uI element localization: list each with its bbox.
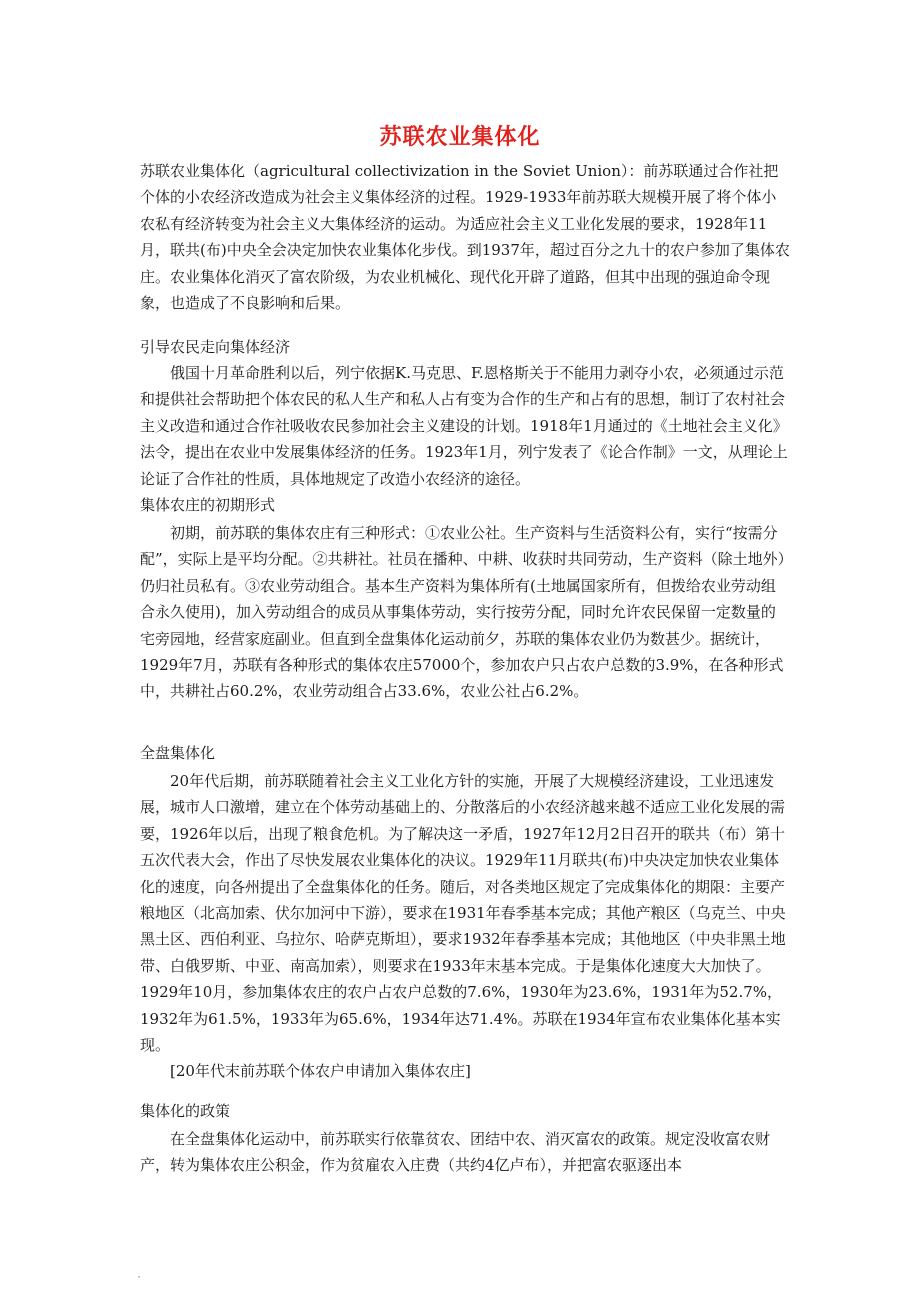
section-heading-full-collectivization: 全盘集体化 [140,744,216,762]
section-text: 20年代后期，前苏联随着社会主义工业化方针的实施，开展了大规模经济建设，工业迅速发展，城市人口激增，建立在个体劳动基础上的、分散落后的小农经济越来越不适应工业化发展的需要，1926年以后，出现了粮食危机。为了解决这一矛盾，1927年12月2日召开的联共（布）第十五次代表大会，作出了尽快发展农业集体化的决议。1929年11月联共(布)中央决定加快农业集体化的速度，向各州提出了全盘集体化的任务。随后，对各类地区规定了完成集体化的期限：主要产粮地区（北高加索、伏尔加河中下游），要求在1931年春季基本完成；其他产粮区（乌克兰、中央黑土区、西伯利亚、乌拉尔、哈萨克斯坦），要求1932年春季基本完成；其他地区（中央非黑土地带、白俄罗斯、中亚、南高加索），则要求在1933年末基本完成。于是集体化速度大大加快了。1929年10月，参加集体农庄的农户占农户总数的7.6%，1930年为23.6%，1931年为52.7%，1932年为61.5%，1933年为65.6%，1934年达71.4%。苏联在1934年宣布农业集体化基本实现。 [140,772,786,1055]
image-caption: [20年代末前苏联个体农户申请加入集体农庄] [170,1062,471,1081]
intro-paragraph [140,158,790,316]
page-corner-mark [138,1276,140,1278]
section-text: 在全盘集体化运动中，前苏联实行依靠贫农、团结中农、消灭富农的政策。规定没收富农财产，转为集体农庄公积金，作为贫雇农入庄费（共约4亿卢布），并把富农驱逐出本 [140,1130,771,1175]
section-early-forms [140,520,790,705]
section-full-collectivization [140,768,790,1085]
section-policy [140,1126,790,1179]
intro-text: 苏联农业集体化（agricultural collectivization in the Soviet Union）：前苏联通过合作社把个体的小农经济改造成为社会主义集体经济的过程。1929-1933年前苏联大规模开展了将个体小农私有经济转变为社会主义大集体经济的运动。为适应社会主义工业化发展的要求，1928年11月，联共(布)中央全会决定加快农业集体化步伐。到1937年，超过百分之九十的农户参加了集体农庄。农业集体化消灭了富农阶级，为农业机械化、现代化开辟了道路，但其中出现的强迫命令现象，也造成了不良影响和后果。 [140,162,790,313]
section-guide-peasants [140,360,790,492]
section-text: 初期，前苏联的集体农庄有三种形式：①农业公社。生产资料与生活资料公有，实行“按需分配”，实际上是平均分配。②共耕社。社员在播种、中耕、收获时共同劳动，生产资料（除土地外）仍归社员私有。③农业劳动组合。基本生产资料为集体所有(土地属国家所有，但拨给农业劳动组合永久使用)，加入劳动组合的成员从事集体劳动，实行按劳分配，同时允许农民保留一定数量的宅旁园地，经营家庭副业。但直到全盘集体化运动前夕，苏联的集体农业仍为数甚少。据统计，1929年7月，苏联有各种形式的集体农庄57000个，参加农户只占农户总数的3.9%，在各种形式中，共耕社占60.2%，农业劳动组合占33.6%，农业公社占6.2%。 [140,524,786,701]
section-heading-policy: 集体化的政策 [140,1102,231,1120]
page-title: 苏联农业集体化 [379,124,541,150]
section-text: 俄国十月革命胜利以后，列宁依据K.马克思、F.恩格斯关于不能用力剥夺小农，必须通过示范和提供社会帮助把个体农民的私人生产和私人占有变为合作的生产和占有的思想，制订了农村社会主义改造和通过合作社吸收农民参加社会主义建设的计划。1918年1月通过的《土地社会主义化》法令，提出在农业中发展集体经济的任务。1923年1月，列宁发表了《论合作制》一文，从理论上论证了合作社的性质，具体地规定了改造小农经济的途径。 [140,364,788,488]
section-heading-guide-peasants: 引导农民走向集体经济 [140,338,291,356]
section-heading-early-forms: 集体农庄的初期形式 [140,496,276,514]
